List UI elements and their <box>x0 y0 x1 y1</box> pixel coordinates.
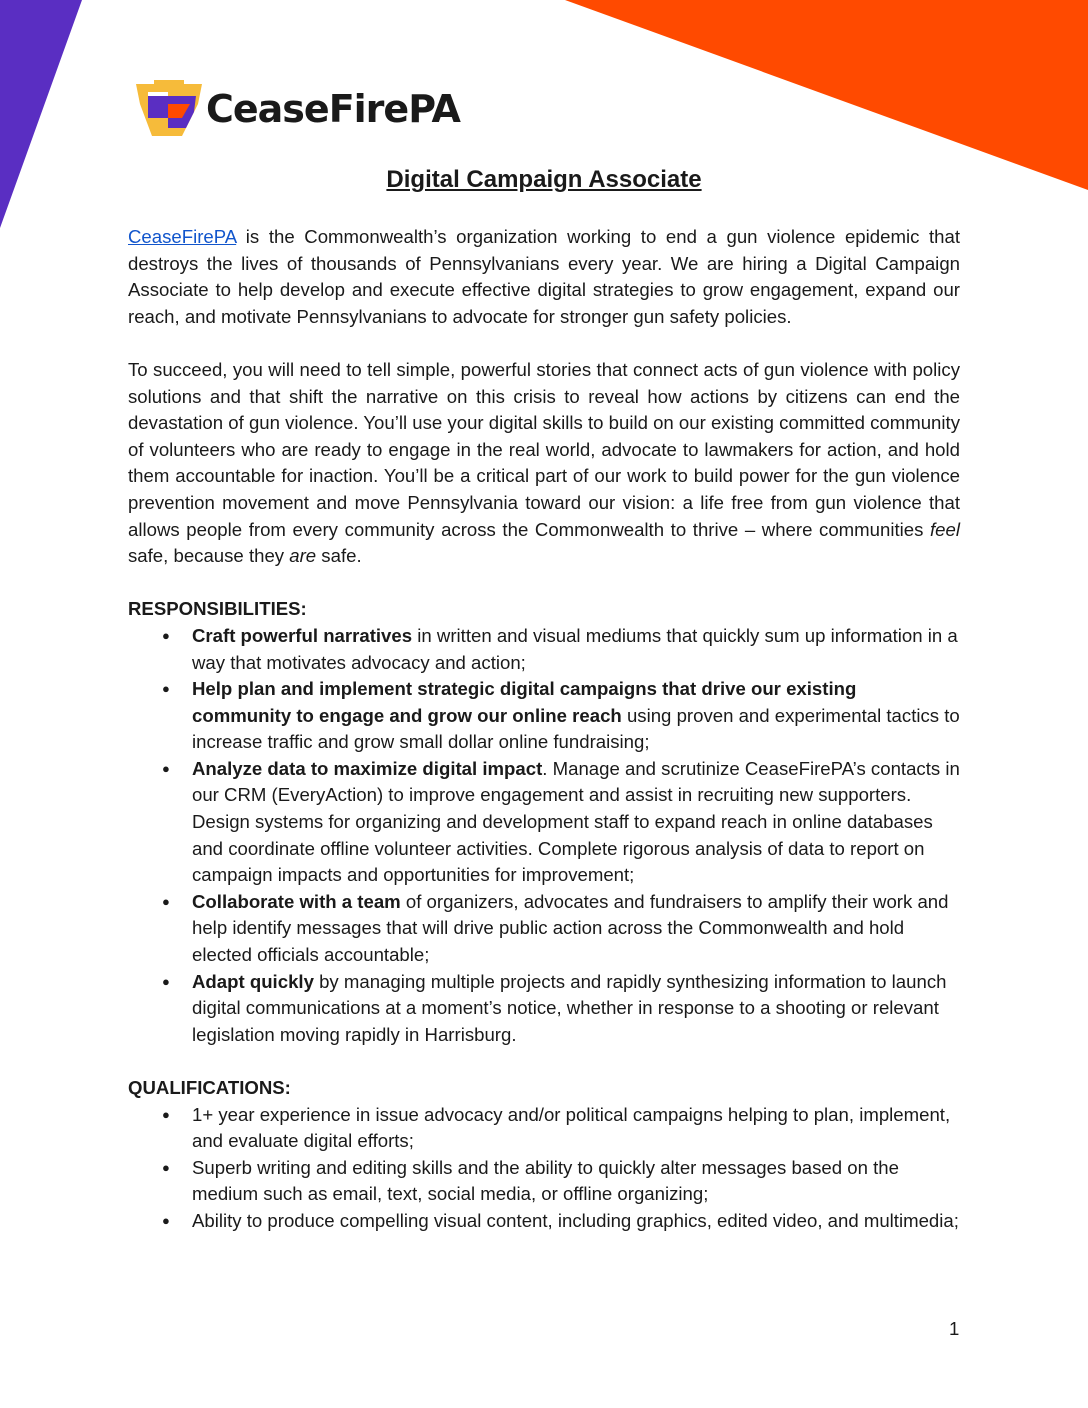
list-item: ● 1+ year experience in issue advocacy and/or political campaigns helping to plan, implement, and evaluate digital efforts; <box>192 1102 960 1155</box>
logo-wordmark: CeaseFirePA <box>206 87 460 131</box>
responsibilities-list <box>128 623 960 1049</box>
qualifications-list <box>128 1102 960 1235</box>
document-body <box>128 224 960 1235</box>
ceasefirepa-link[interactable]: CeaseFirePA <box>128 226 237 247</box>
list-item: ● Collaborate with a team of organizers, advocates and fundraisers to amplify their work and help identify messages that will drive public action across the Commonwealth and hold elected officials accountable; <box>192 889 960 969</box>
list-item: ● Adapt quickly by managing multiple projects and rapidly synthesizing information to launch digital communications at a moment’s notice, whether in response to a shooting or relevant legislation moving rapidly in Harrisburg. <box>192 969 960 1049</box>
qualifications-heading: QUALIFICATIONS: <box>128 1077 291 1098</box>
list-item: ● Analyze data to maximize digital impact. Manage and scrutinize CeaseFirePA’s contacts in our CRM (EveryAction) to improve engagement and assist in recruiting new supporters. Design systems for organizing and development staff to expand reach in online databases and coordinate offline volunteer activities. Complete rigorous analysis of data to report on campaign impacts and opportunities for improvement; <box>192 756 960 889</box>
page-title: Digital Campaign Associate <box>386 166 702 193</box>
orange-corner-shape <box>565 0 1088 190</box>
list-item: ● Craft powerful narratives in written and visual mediums that quickly sum up information in a way that motivates advocacy and action; <box>192 623 960 676</box>
list-item: ● Ability to produce compelling visual content, including graphics, edited video, and multimedia; <box>192 1208 960 1235</box>
mission-paragraph: To succeed, you will need to tell simple, powerful stories that connect acts of gun violence with policy solutions and that shift the narrative on this crisis to reveal how actions by citizens can end the devastation of gun violence. You’ll use your digital skills to build on our existing committed community of volunteers who are ready to engage in the real world, advocate to lawmakers for action, and hold them accountable for inaction. You’ll be a critical part of our work to build power for the gun violence prevention movement and move Pennsylvania toward our vision: a life free from gun violence that allows people from every community across the Commonwealth to thrive – where communities feel safe, because they are safe. <box>128 358 960 567</box>
responsibilities-heading: RESPONSIBILITIES: <box>128 598 307 620</box>
page-number: 1 <box>949 1318 960 1339</box>
list-item: ● Superb writing and editing skills and the ability to quickly alter messages based on the medium such as email, text, social media, or offline organizing; <box>192 1155 960 1208</box>
intro-paragraph: CeaseFirePA is the Commonwealth’s organization working to end a gun violence epidemic that destroys the lives of thousands of Pennsylvanians every year. We are hiring a Digital Campaign Associate to help develop and execute effective digital strategies to grow engagement, expand our reach, and motivate Pennsylvanians to advocate for stronger gun safety policies. <box>128 226 960 327</box>
list-item: ● Help plan and implement strategic digital campaigns that drive our existing community to engage and grow our online reach using proven and experimental tactics to increase traffic and grow small dollar online fundraising; <box>192 676 960 756</box>
